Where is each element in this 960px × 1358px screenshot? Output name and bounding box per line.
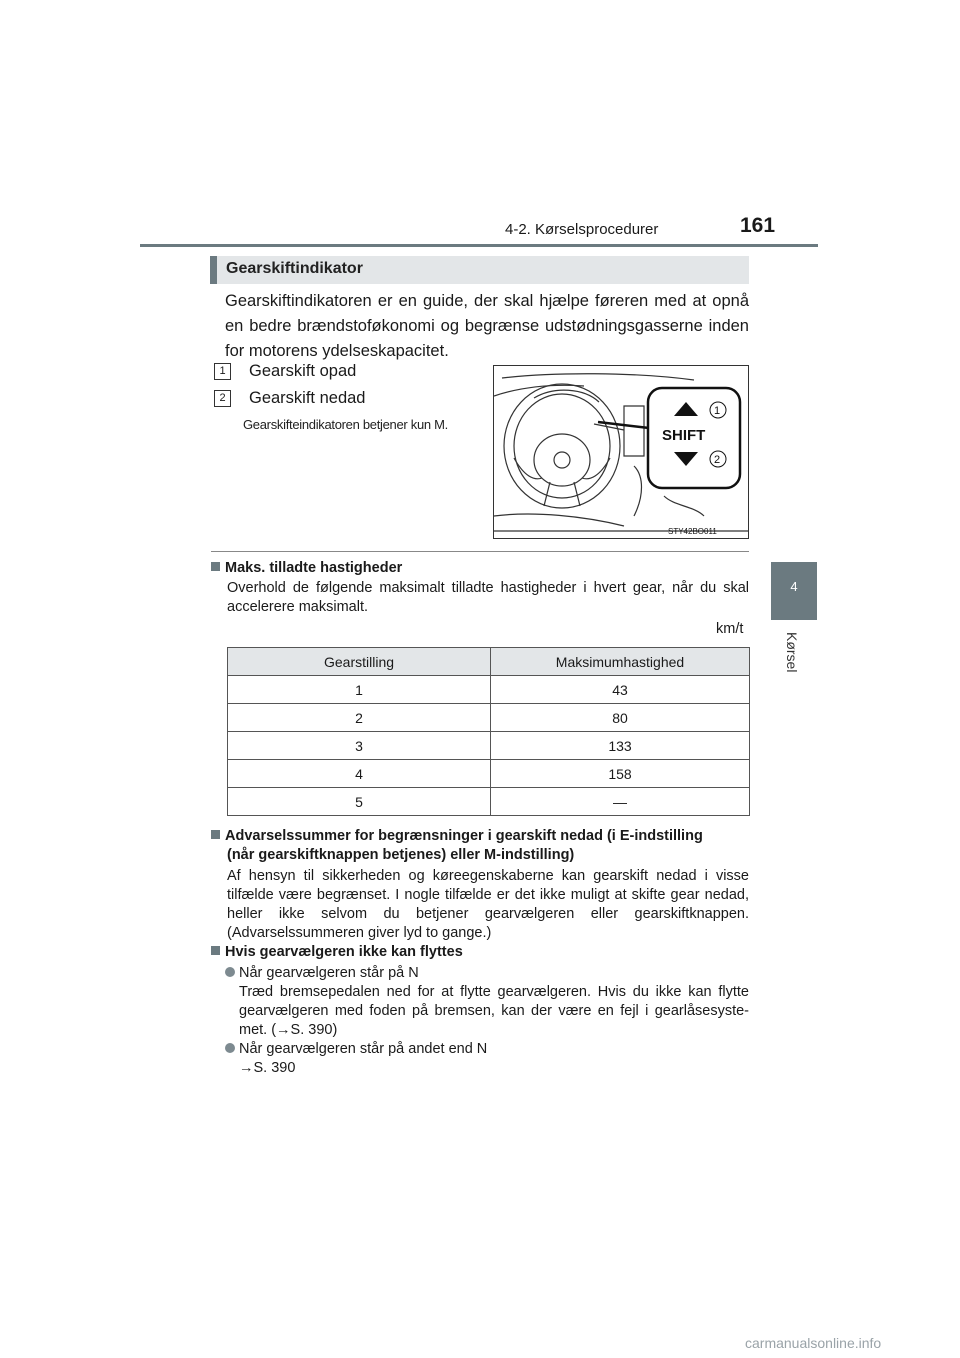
max-speeds-heading [211, 560, 402, 576]
section-header [210, 256, 749, 284]
table-row [228, 704, 750, 732]
cell-speed: — [491, 788, 750, 816]
round-bullet-icon [225, 1043, 235, 1053]
header-rule [140, 244, 818, 247]
cell-gear: 2 [228, 704, 491, 732]
cell-speed: 133 [491, 732, 750, 760]
legend-label-1: Gearskift opad [249, 362, 357, 380]
legend-item-upshift [214, 362, 356, 381]
intro-paragraph: Gearskiftindikatoren er en guide, der skal hjælpe føreren med at opnå en bedre brændstoføkonomi og begrænse udstødningsgasserne inden for motorens ydelseskapacitet. [225, 292, 749, 360]
chapter-tab[interactable] [771, 562, 817, 620]
warning-buzzer-heading [211, 827, 749, 865]
chapter-label: Kørsel [784, 632, 800, 673]
column-header-gear: Gearstilling [228, 648, 491, 676]
table-header-row [228, 648, 750, 676]
cell-speed: 158 [491, 760, 750, 788]
max-speeds-text: Overhold de følgende maksimalt tilladte hastigheder i hvert gear, når du skal accelerere maksimalt. [227, 580, 749, 615]
watermark: carmanualsonline.info [745, 1335, 882, 1351]
chapter-label-container [776, 632, 816, 692]
table-row [228, 732, 750, 760]
square-bullet-icon [211, 830, 220, 839]
square-bullet-icon [211, 946, 220, 955]
round-bullet-icon [225, 967, 235, 977]
list-item-title: Når gearvælgeren står på N [239, 965, 419, 981]
cell-gear: 4 [228, 760, 491, 788]
max-speeds-heading-text: Maks. tilladte hastigheder [225, 560, 403, 576]
cell-gear: 3 [228, 732, 491, 760]
section-divider [211, 551, 749, 552]
table-row [228, 788, 750, 816]
section-title: Gearskiftindikator [226, 260, 363, 277]
cannot-move-heading-text: Hvis gearvælgeren ikke kan flyttes [225, 944, 463, 960]
max-speed-table [227, 647, 750, 816]
dashboard-drawing [494, 366, 749, 539]
list-item [225, 964, 749, 1038]
warning-buzzer-heading-line1: Advarselssummer for begrænsninger i gearskift nedad (i E-indstilling [225, 828, 703, 844]
page-number: 161 [740, 214, 776, 237]
legend-label-2: Gearskift nedad [249, 389, 366, 407]
cell-gear: 1 [228, 676, 491, 704]
shift-text: SHIFT [662, 427, 706, 444]
illustration-code: STY42BO011 [668, 527, 717, 536]
list-item [225, 1040, 749, 1076]
cannot-move-heading [211, 944, 463, 960]
table-row [228, 760, 750, 788]
header-section-title: 4-2. Kørselsprocedurer [505, 221, 659, 238]
list-item-title: Når gearvælgeren står på andet end N [239, 1041, 488, 1057]
legend-item-downshift [214, 389, 365, 408]
column-header-speed: Maksimumhastighed [491, 648, 750, 676]
list-item-text: Træd bremsepedalen ned for at flytte gearvælgeren. Hvis du ikke kan flytte gearvælgeren med foden på bremsen, kan der være en fejl i gearlåsesyste-met. (→S. 390) [239, 984, 749, 1038]
section-header-bar [210, 256, 217, 284]
square-bullet-icon [211, 562, 220, 571]
table-row [228, 676, 750, 704]
legend-number-1: 1 [214, 363, 231, 380]
cell-gear: 5 [228, 788, 491, 816]
warning-buzzer-heading-line2: (når gearskiftknappen betjenes) eller M-indstilling) [227, 847, 575, 863]
callout-number-1: 1 [714, 405, 721, 417]
cell-speed: 43 [491, 676, 750, 704]
legend-note: Gearskifteindikatoren betjener kun M. [243, 417, 448, 432]
list-item-text: →S. 390 [239, 1060, 296, 1076]
warning-buzzer-text: Af hensyn til sikkerheden og køreegenskaberne kan gearskift nedad i visse tilfælde være begrænset. I nogle tilfælde er det ikke muligt at skifte gear nedad, heller ikke selvom du betjener gearvælgeren eller gearskiftknappen. (Advarselssummeren giver lyd to gange.) [227, 868, 749, 941]
shift-indicator-illustration [493, 365, 749, 539]
cell-speed: 80 [491, 704, 750, 732]
speed-unit: km/t [716, 621, 744, 637]
callout-number-2: 2 [714, 454, 721, 466]
chapter-number: 4 [790, 579, 798, 594]
legend-number-2: 2 [214, 390, 231, 407]
